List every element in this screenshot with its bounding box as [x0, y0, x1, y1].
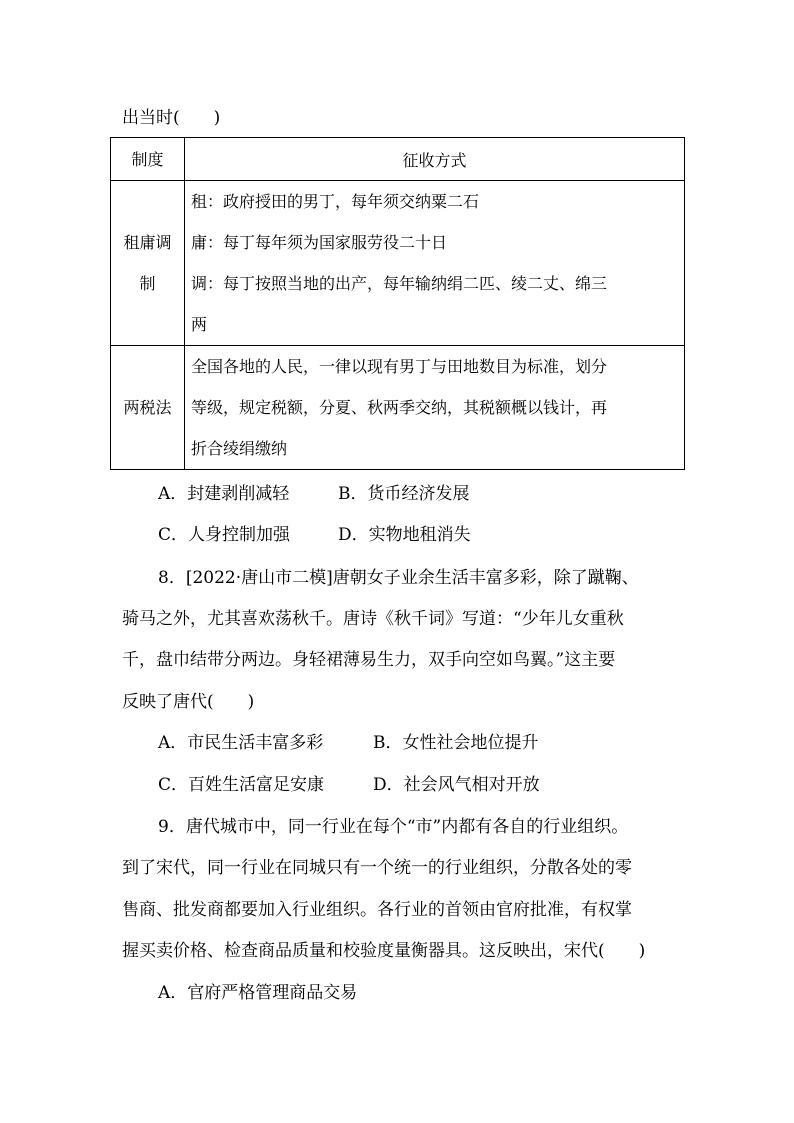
q9-stem-line: 到了宋代，同一行业在同城只有一个统一的行业组织，分散各处的零	[122, 858, 632, 878]
method-line: 租：政府授田的男丁，每年须交纳粟二石	[191, 192, 480, 211]
q7-option-c: C．人身控制加强	[158, 525, 291, 545]
system-name-line: 租庸调	[123, 233, 172, 252]
q8-stem-line: 8．[2022·唐山市二模]唐朝女子业余生活丰富多彩，除了蹴鞠、	[158, 568, 639, 588]
q9-option-a: A．官府严格管理商品交易	[158, 983, 358, 1003]
q9-stem-line: 售商、批发商都要加入行业组织。各行业的首领由官府批准，有权掌	[122, 900, 632, 920]
method-line: 两	[191, 315, 208, 334]
q9-stem-line: 握买卖价格、检查商品质量和校验度量衡器具。这反映出，宋代( )	[122, 941, 646, 961]
table-cell-method	[185, 181, 685, 346]
method-line: 折合绫绢缴纳	[191, 439, 288, 458]
system-name-line: 两税法	[123, 398, 172, 417]
tax-system-table	[110, 137, 685, 470]
q8-option-a: A．市民生活丰富多彩	[158, 733, 324, 753]
q8-stem-line: 骑马之外，尤其喜欢荡秋千。唐诗《秋千词》写道：“少年儿女重秋	[122, 609, 624, 629]
q7-option-b: B．货币经济发展	[338, 484, 470, 504]
method-line: 等级，规定税额，分夏、秋两季交纳，其税额概以钱计，再	[191, 398, 608, 417]
table-cell-system	[111, 346, 185, 470]
q7-option-d: D．实物地租消失	[338, 525, 471, 545]
table-header-row	[111, 138, 685, 181]
q9-stem-line: 9．唐代城市中，同一行业在每个“市”内都有各自的行业组织。	[158, 817, 629, 837]
q7-option-a: A．封建剥削减轻	[158, 484, 290, 504]
question-7-stem-tail: 出当时( )	[122, 108, 221, 128]
method-line: 调：每丁按照当地的出产，每年输纳绢二匹、绫二丈、绵三	[191, 274, 608, 293]
method-line: 庸：每丁每年须为国家服劳役二十日	[191, 233, 448, 252]
table-row	[111, 181, 685, 346]
table-cell-method	[185, 346, 685, 470]
table-header-method: 征收方式	[185, 138, 685, 181]
system-name-line: 制	[139, 274, 156, 293]
q8-option-d: D．社会风气相对开放	[373, 775, 540, 795]
table-row	[111, 346, 685, 470]
method-line: 全国各地的人民，一律以现有男丁与田地数目为标准，划分	[191, 357, 608, 376]
q8-stem-line: 反映了唐代( )	[122, 692, 255, 712]
table-header-system: 制度	[111, 138, 185, 181]
q8-option-b: B．女性社会地位提升	[373, 733, 539, 753]
table-cell-system	[111, 181, 185, 346]
q8-option-c: C．百姓生活富足安康	[158, 775, 325, 795]
q8-stem-line: 千，盘巾结带分两边。身轻裙薄易生力，双手向空如鸟翼。”这主要	[122, 650, 616, 670]
